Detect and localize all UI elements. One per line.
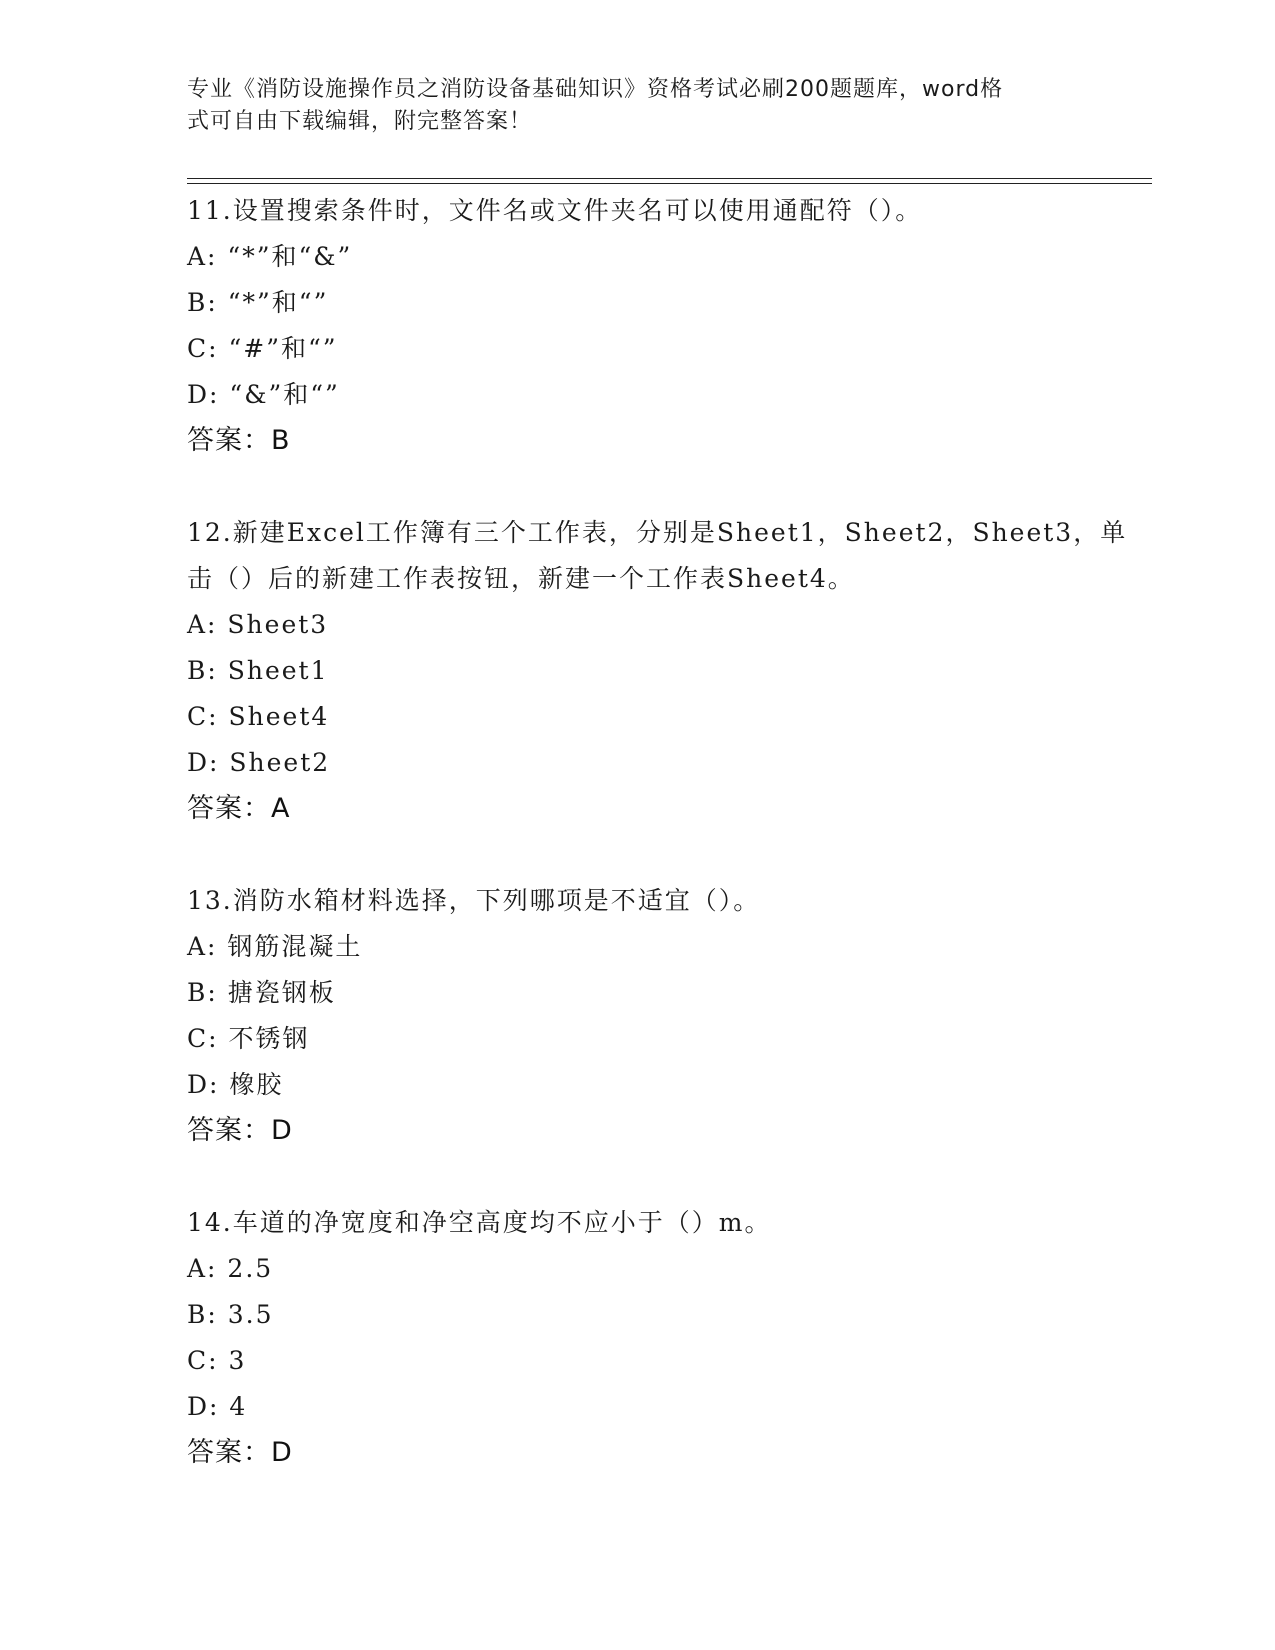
question-14: [187, 1200, 1152, 1476]
header-title-line-1: 专业《消防设施操作员之消防设备基础知识》资格考试必刷200题题库，word格: [187, 77, 1004, 102]
question-stem: 13.消防水箱材料选择，下列哪项是不适宜（）。: [187, 886, 761, 915]
option-d: D: “&”和“”: [187, 380, 340, 409]
question-13: [187, 878, 1152, 1154]
option-c: C: “#”和“”: [187, 334, 338, 363]
header-title-line-2: 式可自由下载编辑，附完整答案！: [187, 109, 533, 134]
question-stem: 11.设置搜索条件时，文件名或文件夹名可以使用通配符（）。: [187, 196, 923, 225]
question-stem: 14.车道的净宽度和净空高度均不应小于（）m。: [187, 1208, 772, 1237]
option-b: B: Sheet1: [187, 656, 329, 685]
question-12: [187, 510, 1152, 832]
question-list: [187, 188, 1152, 1522]
answer: 答案：D: [187, 1115, 293, 1146]
option-b: B: 搪瓷钢板: [187, 978, 336, 1007]
answer: 答案：D: [187, 1437, 293, 1468]
option-d: D: 橡胶: [187, 1070, 284, 1099]
answer: 答案：B: [187, 425, 291, 456]
answer: 答案：A: [187, 793, 291, 824]
option-c: C: 不锈钢: [187, 1024, 310, 1053]
option-d: D: 4: [187, 1392, 248, 1421]
header-divider-top: [187, 178, 1152, 179]
document-header: [187, 74, 1067, 138]
option-a: A: 2.5: [187, 1254, 274, 1283]
question-stem: 12.新建Excel工作簿有三个工作表，分别是Sheet1，Sheet2，Sheet3，单击（）后的新建工作表按钮，新建一个工作表Sheet4。: [187, 518, 1128, 593]
option-b: B: 3.5: [187, 1300, 274, 1329]
option-b: B: “*”和“”: [187, 288, 329, 317]
option-c: C: Sheet4: [187, 702, 330, 731]
option-c: C: 3: [187, 1346, 247, 1375]
option-a: A: “*”和“&”: [187, 242, 353, 271]
option-a: A: Sheet3: [187, 610, 329, 639]
header-divider-bottom: [187, 183, 1152, 184]
option-a: A: 钢筋混凝土: [187, 932, 363, 961]
option-d: D: Sheet2: [187, 748, 331, 777]
question-11: [187, 188, 1152, 464]
